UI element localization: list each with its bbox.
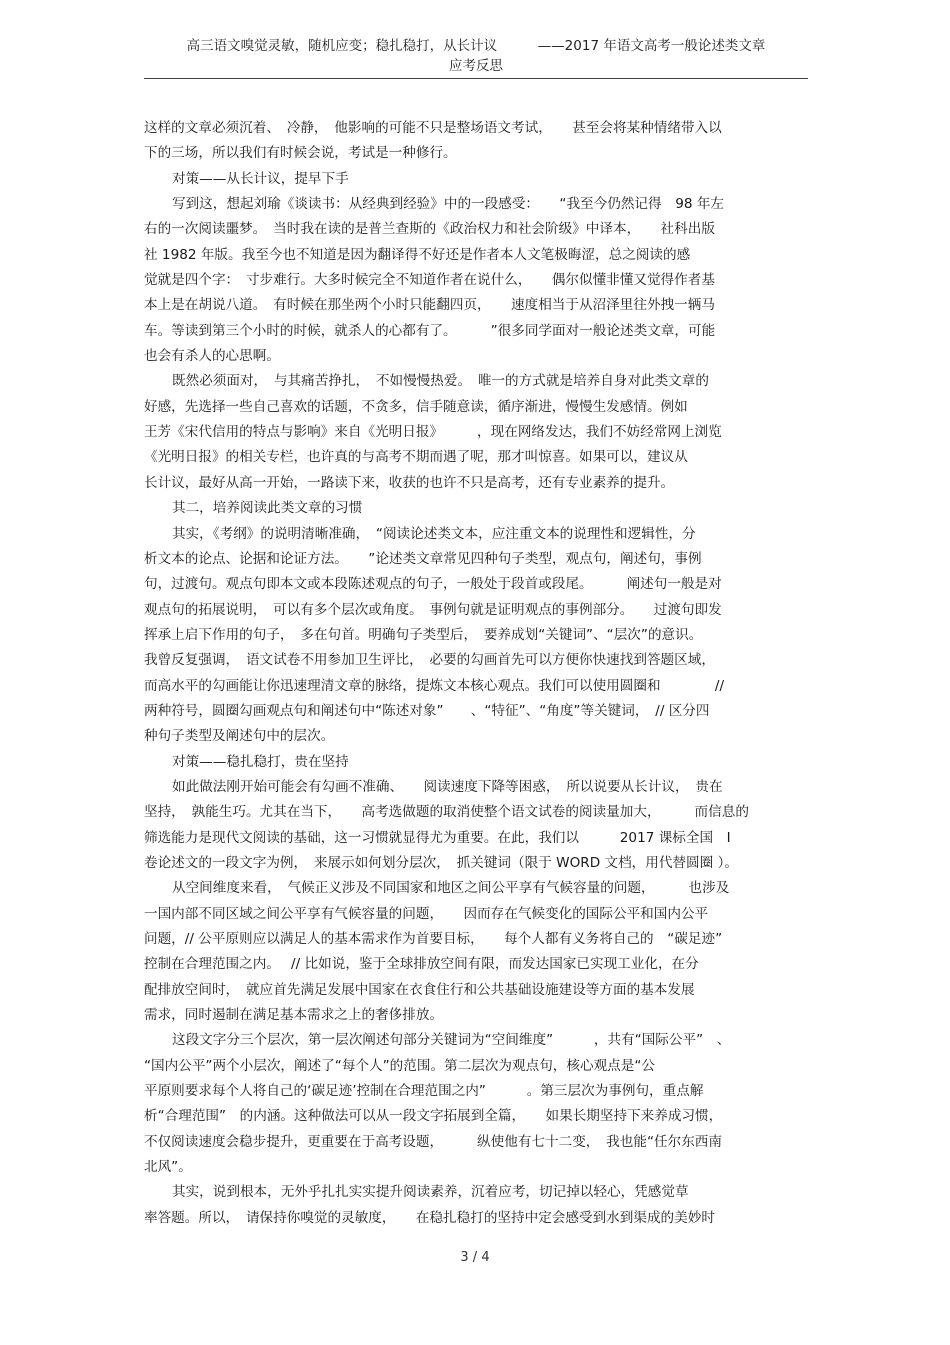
text-line: 对策——稳扎稳打，贵在坚持	[172, 753, 349, 770]
text-line: 析文本的论点、论据和论证方法。 ”论述类文章常见四种句子类型，观点句，阐述句，事例	[144, 550, 702, 567]
header-divider	[144, 78, 808, 79]
text-line: 配排放空间时， 就应首先满足发展中国家在衣食住行和公共基础设施建设等方面的基本发展	[144, 981, 695, 998]
text-line: 好感，先选择一些自己喜欢的话题，不贪多，信手随意读，循序渐进，慢慢生发感情。例如	[144, 398, 688, 415]
text-line: 社 1982 年版。我至今也不知道是因为翻译得不好还是作者本人文笔极晦涩，总之阅读的感	[144, 246, 691, 263]
text-line: 车。等读到第三个小时的时候，就杀人的心都有了。 ”很多同学面对一般论述类文章，可能	[144, 322, 716, 339]
text-line: 这段文字分三个层次，第一层次阐述句部分关键词为“空间维度” ，共有“国际公平” 、	[172, 1032, 731, 1049]
text-line: 控制在合理范围之内。 // 比如说，鉴于全球排放空间有限，而发达国家已实现工业化，在分	[144, 956, 699, 973]
header-title-line-2: 应考反思	[449, 58, 503, 74]
text-line: 句，过渡句。观点句即本文或本段陈述观点的句子，一般处于段首或段尾。 阐述句一般是对	[144, 576, 722, 593]
text-line: 觉就是四个字： 寸步难行。大多时候完全不知道作者在说什么， 偶尔似懂非懂又觉得作者基	[144, 272, 715, 289]
text-line: 问题，// 公平原则应以满足人的基本需求作为首要目标， 每个人都有义务将自己的 “碳足迹”	[144, 931, 723, 947]
text-line: 下的三场，所以我们有时候会说，考试是一种修行。	[144, 145, 457, 162]
text-line: 坚持， 孰能生巧。尤其在当下， 高考选做题的取消使整个语文试卷的阅读量加大， 而信息的	[144, 804, 749, 821]
text-line: 从空间维度来看， 气候正义涉及不同国家和地区之间公平享有气候容量的问题， 也涉及	[172, 880, 730, 897]
text-line: 如此做法刚开始可能会有勾画不准确、 阅读速度下降等困惑， 所以说要从长计议， 贵在	[172, 778, 723, 795]
text-line: 右的一次阅读噩梦。 当时我在读的是普兰查斯的《政治权力和社会阶级》中译本， 社科出版	[144, 221, 715, 238]
page-header	[144, 36, 808, 76]
text-line: 其实，《考纲》的说明清晰准确， “阅读论述类文本，应注重文本的说理性和逻辑性，分	[172, 525, 696, 542]
text-line: 平原则要求每个人将自己的‘碳足迹’控制在合理范围之内” 。第三层次为事例句，重点解	[144, 1083, 704, 1100]
text-line: 长计议，最好从高一开始，一路读下来，收获的也许不只是高考，还有专业素养的提升。	[144, 474, 675, 491]
text-line: 一国内部不同区域之间公平享有气候容量的问题， 因而存在气候变化的国际公平和国内公平	[144, 905, 709, 922]
header-title-line-1: 高三语文嗅觉灵敏，随机应变；稳扎稳打，从长计议 ——2017 年语文高考一般论述类文章	[186, 38, 766, 54]
text-line: 筛选能力是现代文阅读的基础，这一习惯就显得尤为重要。在此，我们以 2017 课标全国 I	[144, 829, 731, 846]
text-line: 对策——从长计议，提早下手	[172, 170, 349, 187]
text-line: 析“合理范围” 的内涵。这种做法可以从一段文字拓展到全篇， 如果长期坚持下来养成习惯，	[144, 1108, 723, 1125]
text-line: 其实，说到根本，无外乎扎扎实实提升阅读素养，沉着应考，切记掉以轻心，凭感觉草	[172, 1184, 689, 1201]
text-line: 需求，同时遏制在满足基本需求之上的奢侈排放。	[144, 1007, 444, 1024]
text-line: 种句子类型及阐述句中的层次。	[144, 728, 335, 745]
text-line: 而高水平的勾画能让你迅速理清文章的脉络，提炼文本核心观点。我们可以使用圆圈和 //	[144, 677, 725, 694]
article-body	[144, 116, 808, 1231]
text-line: 《光明日报》的相关专栏，也许真的与高考不期而遇了呢，那才叫惊喜。如果可以，建议从	[144, 449, 688, 466]
text-line: 王芳《宋代信用的特点与影响》来自《光明日报》 ，现在网络发达，我们不妨经常网上浏览	[144, 424, 722, 441]
text-line: 写到这，想起刘瑜《谈读书：从经典到经验》中的一段感受： “我至今仍然记得 98 年左	[172, 196, 725, 213]
text-line: 也会有杀人的心思啊。	[144, 348, 280, 365]
text-line: 观点句的拓展说明， 可以有多个层次或角度。 事例句就是证明观点的事例部分。 过渡句即发	[144, 601, 722, 618]
text-line: 既然必须面对， 与其痛苦挣扎， 不如慢慢热爱。 唯一的方式就是培养自身对此类文章的	[172, 373, 709, 390]
text-line: 本上是在胡说八道。 有时候在那坐两个小时只能翻四页， 速度相当于从沼泽里往外拽一辆马	[144, 297, 715, 314]
text-line: 卷论述文的一段文字为例， 来展示如何划分层次， 抓关键词（限于 WORD 文档，用代替圆圈 ）。	[144, 854, 738, 871]
text-line: 其二，培养阅读此类文章的习惯	[172, 500, 363, 517]
text-line: 这样的文章必须沉着、 冷静， 他影响的可能不只是整场语文考试， 甚至会将某种情绪带入以	[144, 120, 722, 136]
text-line: 两种符号，圆圈勾画观点句和阐述句中“陈述对象” 、“特征”、“角度”等关键词， // 区分四	[144, 702, 710, 719]
text-line: 不仅阅读速度会稳步提升，更重要在于高考设题， 纵使他有七十二变， 我也能“任尔东西南	[144, 1133, 722, 1150]
text-line: “国内公平”两个小层次，阐述了“每个人”的范围。第二层次为观点句，核心观点是“公	[144, 1057, 655, 1074]
text-line: 北风”。	[144, 1159, 192, 1176]
page-number: 3 / 4	[460, 1250, 490, 1265]
text-line: 挥承上启下作用的句子， 多在句首。明确句子类型后， 要养成划“关键词”、“层次”的意识。	[144, 626, 703, 643]
text-line: 我曾反复强调， 语文试卷不用参加卫生评比， 必要的勾画首先可以方便你快速找到答题区域，	[144, 652, 715, 669]
text-line: 率答题。所以， 请保持你嗅觉的灵敏度， 在稳扎稳打的坚持中定会感受到水到渠成的美妙时	[144, 1209, 715, 1226]
